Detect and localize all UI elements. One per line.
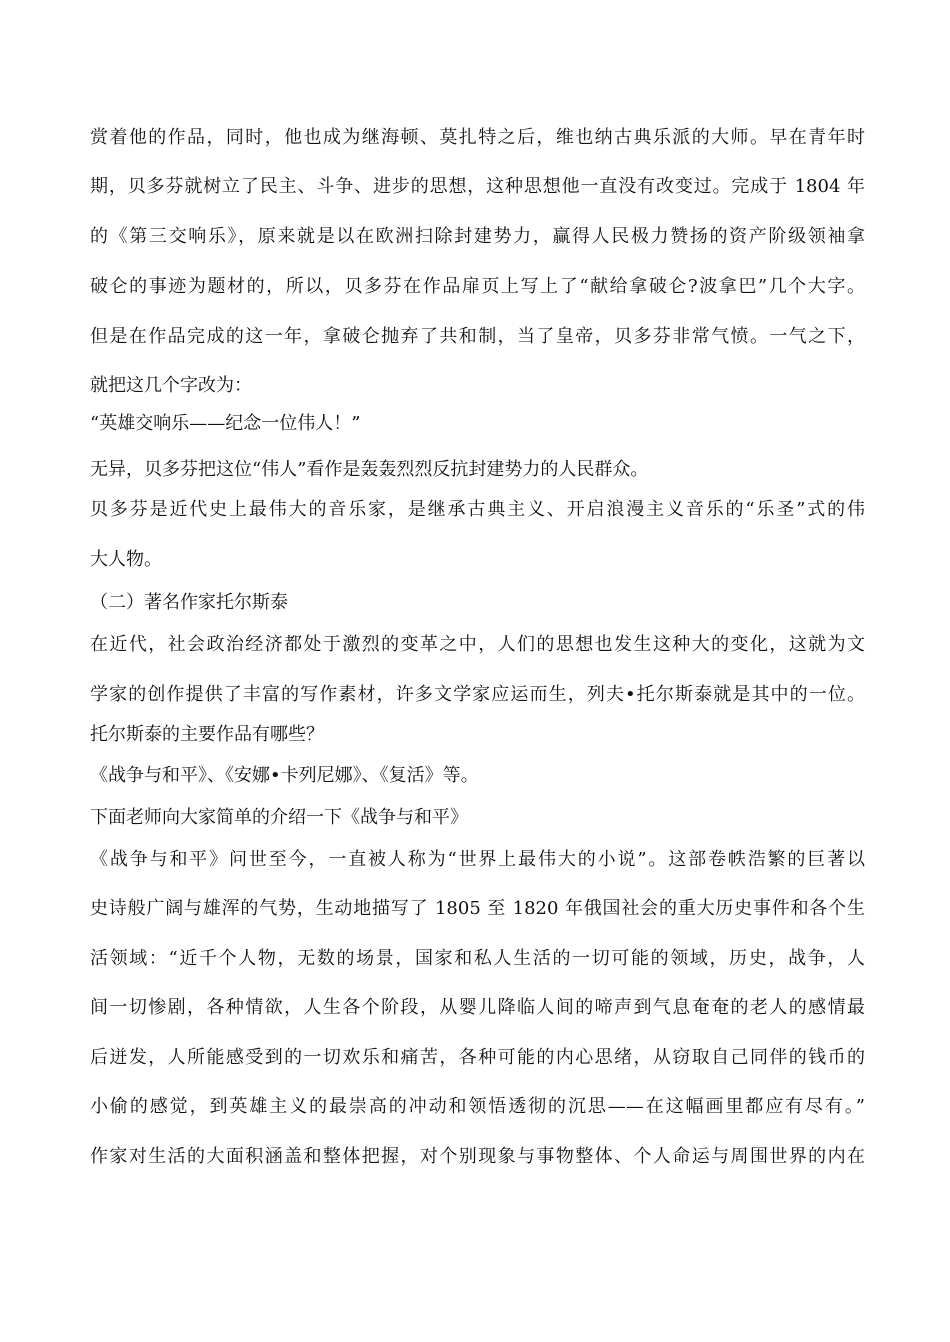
section-heading: （二）著名作家托尔斯泰 [90,592,288,613]
text-line: 破仑的事迹为题材的，所以，贝多芬在作品扉页上写上了“献给拿破仑?波拿巴”几个大字。 [90,276,865,297]
text-line: 作家对生活的大面积涵盖和整体把握，对个别现象与事物整体、个人命运与周围世界的内在 [90,1146,865,1167]
text-line: 的《第三交响乐》，原来就是以在欧洲扫除封建势力，赢得人民极力赞扬的资产阶级领袖拿 [90,226,865,247]
question-line: 托尔斯泰的主要作品有哪些？ [90,724,324,745]
text-line: 学家的创作提供了丰富的写作素材，许多文学家应运而生，列夫•托尔斯泰就是其中的一位。 [90,684,865,705]
text-line: 无异，贝多芬把这位“伟人”看作是轰轰烈烈反抗封建势力的人民群众。 [90,459,649,480]
text-line: 《战争与和平》问世至今，一直被人称为“世界上最伟大的小说”。这部卷帙浩繁的巨著以 [90,849,865,870]
text-line: 贝多芬是近代史上最伟大的音乐家，是继承古典主义、开启浪漫主义音乐的“乐圣”式的伟 [90,499,865,520]
text-line: 《战争与和平》、《安娜•卡列尼娜》、《复活》等。 [90,765,479,786]
text-line: 活领域：“近千个人物，无数的场景，国家和私人生活的一切可能的领域，历史，战争，人 [90,948,865,969]
text-line: 下面老师向大家简单的介绍一下《战争与和平》 [90,807,468,828]
text-line: 在近代，社会政治经济都处于激烈的变革之中，人们的思想也发生这种大的变化，这就为文 [90,634,865,655]
text-line: 大人物。 [90,549,162,570]
quote-line: “英雄交响乐——纪念一位伟人！” [90,413,361,434]
text-line: 赏着他的作品，同时，他也成为继海顿、莫扎特之后，维也纳古典乐派的大师。早在青年时 [90,127,865,148]
text-line: 期，贝多芬就树立了民主、斗争、进步的思想，这种思想他一直没有改变过。完成于 1804 年 [90,176,865,197]
text-line: 但是在作品完成的这一年，拿破仑抛弃了共和制，当了皇帝，贝多芬非常气愤。一气之下， [90,326,865,347]
text-line: 就把这几个字改为： [90,375,252,396]
text-line: 后迸发，人所能感受到的一切欢乐和痛苦，各种可能的内心思绪，从窃取自己同伴的钱币的 [90,1047,865,1068]
text-line: 史诗般广阔与雄浑的气势，生动地描写了 1805 至 1820 年俄国社会的重大历史事件和各个生 [90,898,865,919]
text-line: 小偷的感觉，到英雄主义的最崇高的冲动和领悟透彻的沉思——在这幅画里都应有尽有。” [90,1096,865,1117]
text-line: 间一切惨剧，各种情欲，人生各个阶段，从婴儿降临人间的啼声到气息奄奄的老人的感情最 [90,997,865,1018]
